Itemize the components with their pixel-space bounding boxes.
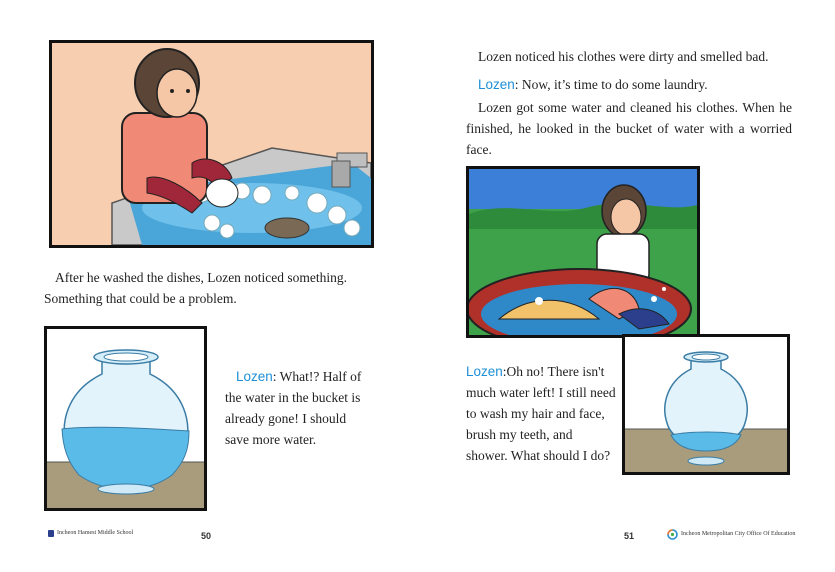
laundry-illustration [466, 166, 700, 338]
right-line1: Lozen noticed his clothes were dirty and smelled bad. [478, 49, 769, 64]
speaker-name: Lozen [478, 77, 515, 92]
dialogue-text: : Now, it’s time to do some laundry. [514, 77, 708, 92]
vase-low-illustration [622, 334, 790, 475]
dishwashing-illustration [49, 40, 374, 248]
spiral-logo-icon [667, 529, 678, 540]
vase-half-illustration [44, 326, 207, 511]
education-office-logo [667, 527, 678, 538]
page-number-left: 50 [201, 531, 212, 541]
right-dialogue2 [466, 361, 616, 466]
education-office-name: Incheon Metropolitan City Office Of Education [681, 531, 796, 537]
school-logo [48, 530, 54, 537]
dialogue-text: : What!? Half of the water in the bucket is already gone! I should save more water. [225, 369, 362, 447]
vase-low-water [625, 337, 787, 472]
laundry-scene [469, 169, 697, 335]
page-number-right: 51 [624, 531, 635, 541]
speaker-name: Lozen [236, 369, 273, 384]
vase-half-water [47, 329, 204, 508]
right-dialogue1 [478, 74, 818, 95]
right-paragraph: Lozen got some water and cleaned his clothes. When he finished, he looked in the bucket of water with a worried face. [466, 100, 792, 157]
left-paragraph: After he washed the dishes, Lozen noticed something. Something that could be a problem. [44, 270, 348, 306]
speaker-name: Lozen [466, 364, 503, 379]
left-dialogue [225, 366, 370, 450]
school-name: Incheon Hamest Middle School [57, 530, 134, 536]
dishwashing-scene [52, 43, 371, 245]
dialogue-text: :Oh no! There isn't much water left! I still need to wash my hair and face, brush my teeth, and shower. What should I do? [466, 364, 616, 463]
